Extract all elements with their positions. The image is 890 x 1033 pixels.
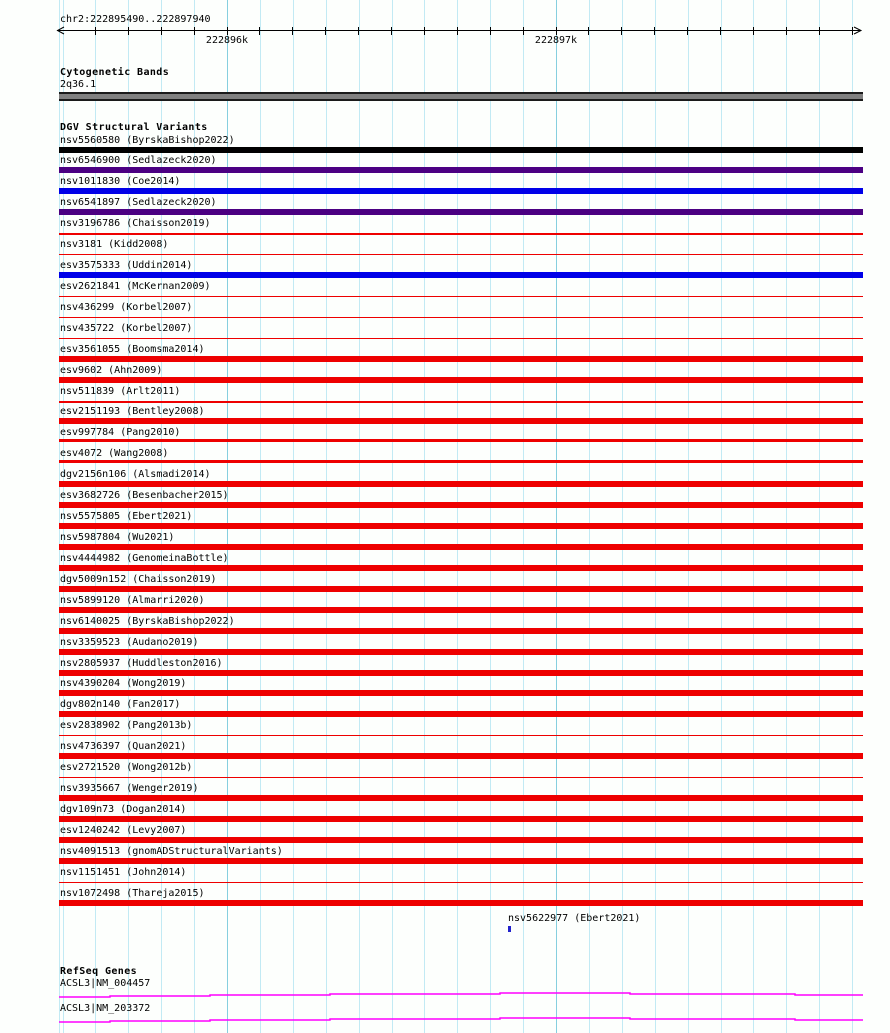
ruler-tick xyxy=(391,27,392,35)
ruler-tick xyxy=(358,27,359,35)
variant-bar[interactable] xyxy=(59,317,863,318)
variant-label: nsv2805937 (Huddleston2016) xyxy=(60,657,223,669)
ruler-tick xyxy=(687,27,688,35)
variant-bar[interactable] xyxy=(59,544,863,550)
variant-label: nsv3196786 (Chaisson2019) xyxy=(60,218,211,230)
variant-label: esv2721520 (Wong2012b) xyxy=(60,762,193,774)
variant-label: esv3682726 (Besenbacher2015) xyxy=(60,490,229,502)
variant-label: nsv3935667 (Wenger2019) xyxy=(60,783,199,795)
variant-label: esv997784 (Pang2010) xyxy=(60,427,181,439)
ruler-tick xyxy=(95,27,96,35)
variant-bar[interactable] xyxy=(59,837,863,843)
variant-bar[interactable] xyxy=(59,735,863,736)
variant-bar[interactable] xyxy=(59,481,863,487)
variant-bar[interactable] xyxy=(59,209,863,215)
variant-bar[interactable] xyxy=(59,254,863,255)
variant-bar[interactable] xyxy=(59,649,863,655)
variant-label: nsv5575805 (Ebert2021) xyxy=(60,511,193,523)
variant-label: esv2621841 (McKernan2009) xyxy=(60,280,211,292)
variant-label: nsv6541897 (Sedlazeck2020) xyxy=(60,197,217,209)
variant-label: nsv5560580 (ByrskaBishop2022) xyxy=(60,134,235,146)
variant-label: nsv3181 (Kidd2008) xyxy=(60,239,169,251)
variant-bar[interactable] xyxy=(59,795,863,801)
region-title: chr2:222895490..222897940 xyxy=(60,14,211,25)
ruler-tick xyxy=(819,27,820,35)
variant-bar[interactable] xyxy=(59,377,863,383)
variant-bar[interactable] xyxy=(59,670,863,676)
ruler-tick xyxy=(556,27,557,35)
ruler-tick-label: 222896k xyxy=(205,35,249,46)
variant-bar[interactable] xyxy=(59,272,863,278)
variant-bar[interactable] xyxy=(59,418,863,424)
cytoband-name: 2q36.1 xyxy=(60,79,97,90)
variant-bar[interactable] xyxy=(59,439,863,442)
variant-bar[interactable] xyxy=(59,460,863,463)
variant-label: nsv5899120 (Almarri2020) xyxy=(60,594,205,606)
variant-bar[interactable] xyxy=(59,233,863,235)
variant-label: nsv435722 (Korbel2007) xyxy=(60,322,193,334)
variant-label: esv9602 (Ahn2009) xyxy=(60,364,163,376)
variant-label: nsv4390204 (Wong2019) xyxy=(60,678,187,690)
variant-label: nsv5622977 (Ebert2021) xyxy=(508,913,641,924)
ruler-tick xyxy=(786,27,787,35)
variant-label: esv1240242 (Levy2007) xyxy=(60,824,187,836)
ruler-tick xyxy=(227,27,228,35)
variant-label: esv4072 (Wang2008) xyxy=(60,448,169,460)
variant-bar[interactable] xyxy=(59,607,863,613)
gene-label: ACSL3|NM_203372 xyxy=(60,1003,151,1014)
variant-label: nsv4736397 (Quan2021) xyxy=(60,741,187,753)
variant-label: dgv802n140 (Fan2017) xyxy=(60,699,181,711)
variant-label: esv2838902 (Pang2013b) xyxy=(60,720,193,732)
variant-label: nsv511839 (Arlt2011) xyxy=(60,385,181,397)
ruler-tick xyxy=(194,27,195,35)
variant-bar[interactable] xyxy=(59,777,863,778)
gene-label: ACSL3|NM_004457 xyxy=(60,978,151,989)
gene-line[interactable] xyxy=(59,993,863,997)
cytobands-section-title: Cytogenetic Bands xyxy=(60,67,170,78)
ruler-tick xyxy=(621,27,622,35)
variant-label: nsv6140025 (ByrskaBishop2022) xyxy=(60,615,235,627)
variant-label: nsv5987804 (Wu2021) xyxy=(60,531,175,543)
variant-bar[interactable] xyxy=(59,167,863,173)
variant-bar[interactable] xyxy=(59,586,863,592)
refseq-section-title: RefSeq Genes xyxy=(60,966,138,977)
ruler-tick xyxy=(424,27,425,35)
variant-bar[interactable] xyxy=(59,816,863,822)
ruler-tick xyxy=(292,27,293,35)
variant-bar[interactable] xyxy=(59,356,863,362)
ruler-tick xyxy=(325,27,326,35)
variant-label: nsv1011830 (Coe2014) xyxy=(60,176,181,188)
variant-bar[interactable] xyxy=(59,628,863,634)
variant-label: dgv5009n152 (Chaisson2019) xyxy=(60,573,217,585)
variant-bar[interactable] xyxy=(59,296,863,297)
variant-label: nsv4091513 (gnomADStructuralVariants) xyxy=(60,845,283,857)
variant-bar[interactable] xyxy=(59,188,863,194)
ruler-tick xyxy=(654,27,655,35)
ruler-tick xyxy=(259,27,260,35)
ruler-tick-label: 222897k xyxy=(534,35,578,46)
variant-label: nsv436299 (Korbel2007) xyxy=(60,301,193,313)
variant-label: esv3575333 (Uddin2014) xyxy=(60,260,193,272)
variant-label: dgv109n73 (Dogan2014) xyxy=(60,803,187,815)
ruler-tick xyxy=(161,27,162,35)
variant-label: esv2151193 (Bentley2008) xyxy=(60,406,205,418)
ruler-tick xyxy=(490,27,491,35)
variant-bar[interactable] xyxy=(508,926,511,932)
variant-bar[interactable] xyxy=(59,502,863,508)
variant-bar[interactable] xyxy=(59,882,863,883)
variant-label: nsv1151451 (John2014) xyxy=(60,866,187,878)
ruler-tick xyxy=(457,27,458,35)
dgv-section-title: DGV Structural Variants xyxy=(60,122,208,133)
variant-bar[interactable] xyxy=(59,753,863,759)
ruler-tick xyxy=(588,27,589,35)
ruler-tick xyxy=(852,27,853,35)
ruler-tick xyxy=(753,27,754,35)
variant-bar[interactable] xyxy=(59,565,863,571)
variant-bar[interactable] xyxy=(59,338,863,339)
gene-line[interactable] xyxy=(59,1018,863,1022)
variant-label: dgv2156n106 (Alsmadi2014) xyxy=(60,469,211,481)
cytoband-bar[interactable] xyxy=(59,92,863,101)
variant-label: nsv3359523 (Audano2019) xyxy=(60,636,199,648)
variant-bar[interactable] xyxy=(59,900,863,906)
ruler-tick xyxy=(128,27,129,35)
variant-bar[interactable] xyxy=(59,147,863,153)
variant-bar[interactable] xyxy=(59,690,863,696)
variant-bar[interactable] xyxy=(59,711,863,717)
variant-label: nsv6546900 (Sedlazeck2020) xyxy=(60,155,217,167)
variant-label: nsv1072498 (Thareja2015) xyxy=(60,887,205,899)
ruler-tick xyxy=(523,27,524,35)
variant-bar[interactable] xyxy=(59,401,863,403)
variant-label: nsv4444982 (GenomeinaBottle) xyxy=(60,552,229,564)
variant-bar[interactable] xyxy=(59,523,863,529)
ruler-tick xyxy=(720,27,721,35)
variant-label: esv3561055 (Boomsma2014) xyxy=(60,343,205,355)
variant-bar[interactable] xyxy=(59,858,863,864)
